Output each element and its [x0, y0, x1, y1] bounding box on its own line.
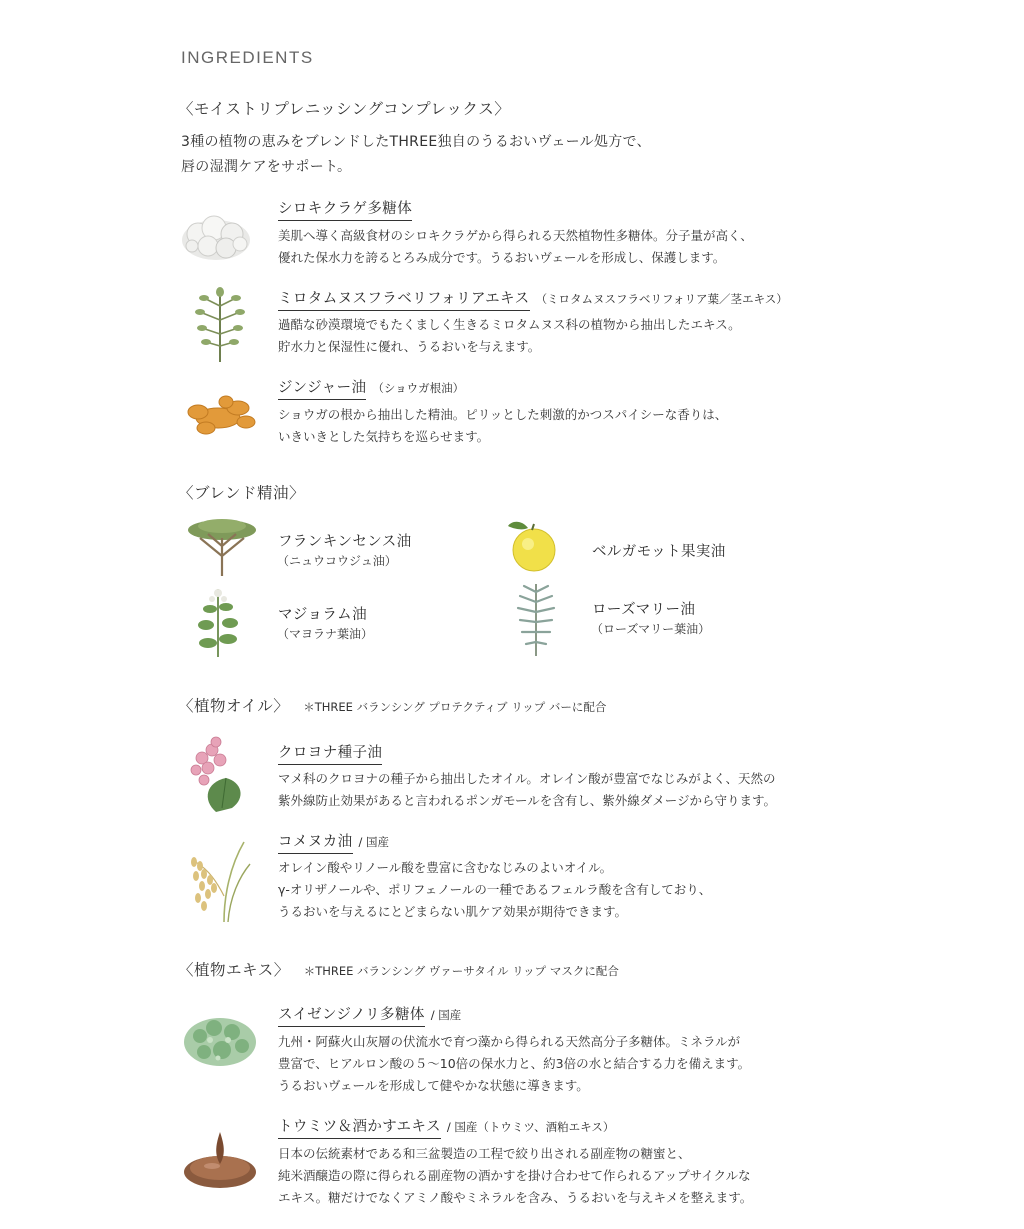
ingredient-desc-kuroyona [278, 768, 776, 812]
desc-line: 過酷な砂漠環境でもたくましく生きるミロタムヌス科の植物から抽出したエキス。 [278, 317, 741, 332]
marjoram-herb-icon [192, 585, 242, 657]
section-title-oil [178, 694, 606, 716]
desc-line: γ-オリザノールや、ポリフェノールの一種であるフェルラ酸を含有しており、 [278, 882, 712, 897]
ingredient-name-shirokikurage [278, 197, 412, 218]
ingredient-name-suizenjinori [278, 1003, 461, 1024]
desc-line: ショウガの根から抽出した精油。ピリッとした刺激的かつスパイシーな香りは、 [278, 407, 728, 422]
section-title-extract-label: 〈植物エキス〉 [178, 961, 290, 979]
pongamia-flower-icon [182, 736, 254, 812]
myrothamnus-plant-icon [190, 286, 250, 362]
section-title-extract [178, 958, 619, 980]
ingredient-name-label: シロキクラゲ多糖体 [278, 201, 412, 221]
section-title-complex: 〈モイストリプレニッシングコンプレックス〉 [178, 100, 511, 118]
section-title-blend: 〈ブレンド精油〉 [178, 484, 305, 502]
ingredient-desc-myrothamnus [278, 314, 741, 358]
frankincense-tree-icon [186, 516, 258, 578]
white-fungus-icon [180, 208, 252, 266]
ingredient-name-label: ミロタムヌスフラベリフォリアエキス [278, 291, 530, 311]
ingredient-sub-label: / 国産 [358, 835, 390, 849]
section-note-oil: ＊THREE バランシング プロテクティブ リップ バーに配合 [303, 700, 607, 714]
blend-sub-rosemary: （ローズマリー葉油） [591, 622, 711, 636]
ingredient-sub-label: / 国産（トウミツ、酒粕エキス） [446, 1120, 615, 1134]
desc-line: いきいきとした気持ちを巡らせます。 [278, 429, 490, 444]
complex-intro [181, 130, 651, 180]
ingredient-name-label: ジンジャー油 [278, 380, 366, 400]
ingredient-name-label: クロヨナ種子油 [278, 745, 382, 765]
bergamot-fruit-icon [504, 516, 560, 574]
desc-line: 美肌へ導く高級食材のシロキクラゲから得られる天然植物性多糖体。分子量が高く、 [278, 228, 753, 243]
page-title: INGREDIENTS [181, 48, 314, 67]
rosemary-sprig-icon [512, 580, 560, 656]
desc-line: マメ科のクロヨナの種子から抽出したオイル。オレイン酸が豊富でなじみがよく、天然の [278, 771, 776, 786]
complex-intro-line-2: 唇の湿潤ケアをサポート。 [181, 159, 352, 175]
ingredient-name-label: スイゼンジノリ多糖体 [278, 1007, 425, 1027]
ingredient-sub-label: （ショウガ根油） [372, 381, 465, 395]
blend-name-frankincense: フランキンセンス油 [278, 534, 412, 550]
molasses-drop-icon [180, 1126, 260, 1192]
desc-line: 紫外線防止効果があると言われるポンガモールを含有し、紫外線ダメージから守ります。 [278, 793, 777, 808]
section-note-extract: ＊THREE バランシング ヴァーサタイル リップ マスクに配合 [303, 964, 619, 978]
desc-line: エキス。糖だけでなくアミノ酸やミネラルを含み、うるおいを与えキメを整えます。 [278, 1190, 753, 1205]
desc-line: うるおいを与えるにとどまらない肌ケア効果が期待できます。 [278, 904, 628, 919]
ingredient-name-label: トウミツ＆酒かすエキス [278, 1119, 441, 1139]
ginger-root-icon [182, 388, 260, 440]
blend-sub-marjoram: （マヨラナ葉油） [277, 627, 374, 641]
desc-line: うるおいヴェールを形成して健やかな状態に導きます。 [278, 1078, 589, 1093]
ingredient-desc-toumitsu [278, 1143, 752, 1209]
blend-sub-frankincense: （ニュウコウジュ油） [277, 554, 397, 568]
rice-ear-icon [184, 836, 254, 922]
blend-name-rosemary: ローズマリー油 [592, 602, 696, 618]
desc-line: 貯水力と保湿性に優れ、うるおいを与えます。 [278, 339, 541, 354]
blend-name-marjoram: マジョラム油 [278, 607, 367, 623]
ingredient-desc-komenuka [278, 857, 711, 923]
ingredient-sub-label: / 国産 [430, 1008, 462, 1022]
desc-line: 豊富で、ヒアルロン酸の５〜10倍の保水力と、約3倍の水と結合する力を備えます。 [278, 1056, 751, 1071]
ingredient-name-toumitsu [278, 1115, 614, 1136]
desc-line: 優れた保水力を誇るとろみ成分です。うるおいヴェールを形成し、保護します。 [278, 250, 726, 265]
ingredient-name-kuroyona [278, 741, 382, 762]
ingredient-name-komenuka [278, 830, 389, 851]
ingredient-desc-shirokikurage [278, 225, 753, 269]
ingredient-name-ginger [278, 376, 464, 397]
ingredient-name-myrothamnus [278, 287, 788, 308]
desc-line: オレイン酸やリノール酸を豊富に含むなじみのよいオイル。 [278, 860, 613, 875]
green-algae-icon [182, 1010, 258, 1070]
ingredient-sub-label: （ミロタムヌスフラベリフォリア葉／茎エキス） [535, 292, 788, 306]
desc-line: 純米酒醸造の際に得られる副産物の酒かすを掛け合わせて作られるアップサイクルな [278, 1168, 751, 1183]
desc-line: 日本の伝統素材である和三盆製造の工程で絞り出される副産物の糖蜜と、 [278, 1146, 691, 1161]
ingredient-name-label: コメヌカ油 [278, 834, 353, 854]
section-title-oil-label: 〈植物オイル〉 [178, 697, 290, 715]
ingredient-desc-ginger [278, 404, 727, 448]
desc-line: 九州・阿蘇火山灰層の伏流水で育つ藻から得られる天然高分子多糖体。ミネラルが [278, 1034, 741, 1049]
blend-name-bergamot: ベルガモット果実油 [592, 544, 726, 560]
complex-intro-line-1: 3種の植物の恵みをブレンドしたTHREE独自のうるおいヴェール処方で、 [181, 134, 651, 150]
ingredient-desc-suizenjinori [278, 1031, 750, 1097]
